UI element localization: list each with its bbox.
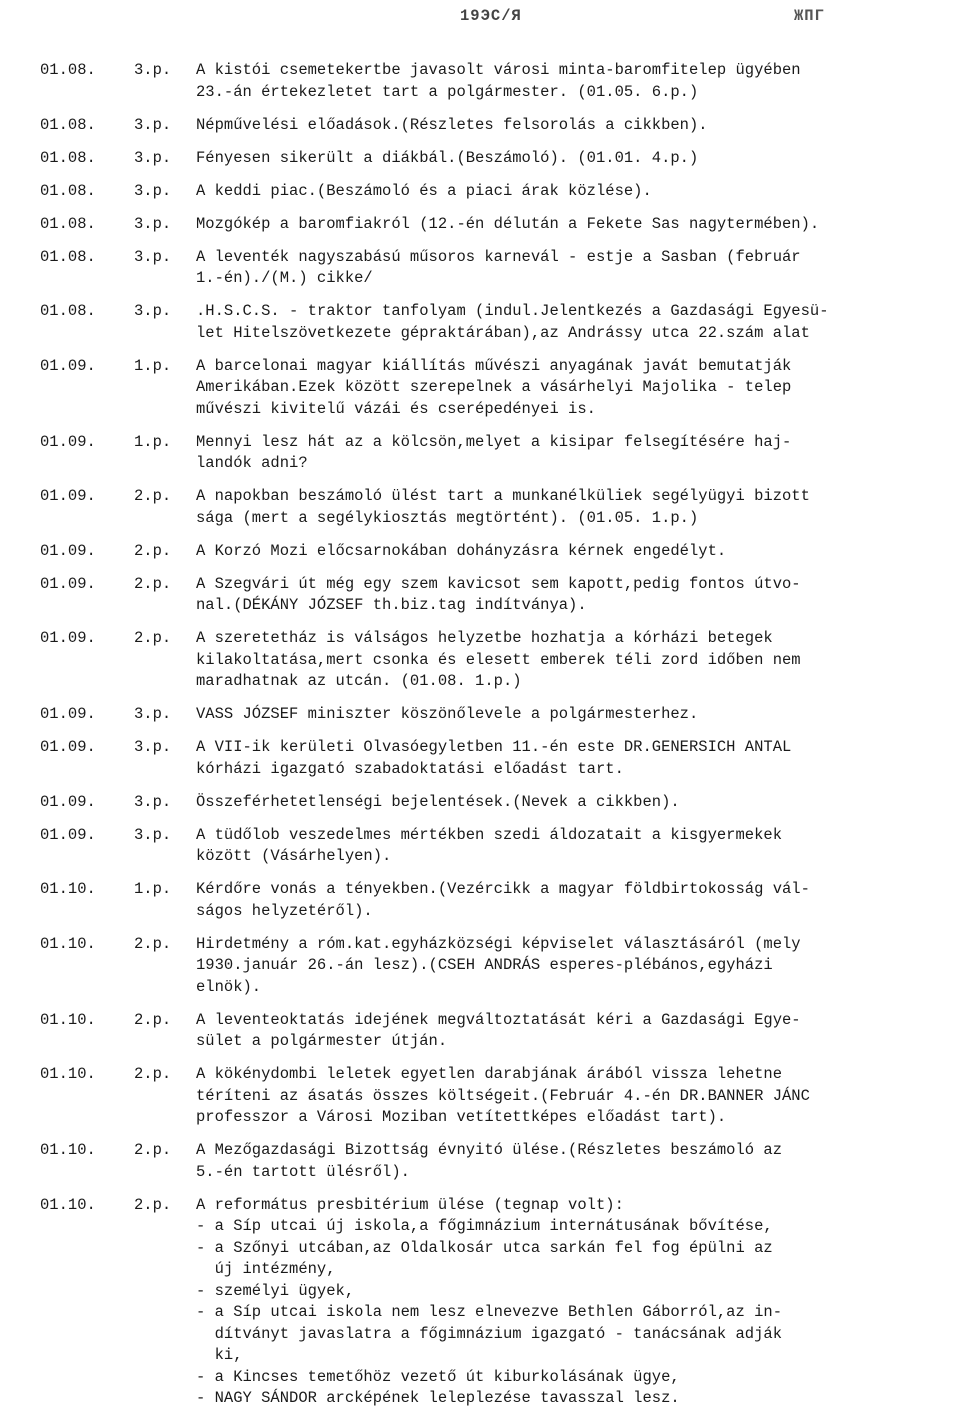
entry-row [0, 356, 960, 421]
entry-date: 01.09. [40, 792, 96, 811]
entry-page: 2.p. [134, 1065, 172, 1083]
entry-text-line: A barcelonai magyar kiállítás művészi anyagának javát bemutatják [196, 356, 792, 375]
entry-row [0, 574, 960, 617]
entry-text-line: - a Kincses temetőhöz vezető út kiburkolásának ügye, [196, 1367, 680, 1386]
entry-text [196, 214, 936, 236]
entry-page: 1.p. [134, 356, 172, 375]
entry-page: 3.p. [134, 792, 172, 811]
entry-text-line: A leventeoktatás idejének megváltoztatását kéri a Gazdasági Egye- [196, 1010, 801, 1029]
entry-text-line: A VII-ik kerületi Olvasóegyletben 11.-én este DR.GENERSICH ANTAL [196, 738, 792, 756]
entry-text-line: let Hitelszövetkezete gépraktárában),az Andrássy utca 22.szám alat [196, 323, 810, 342]
entry-text-line: 1930.január 26.-án lesz).(CSEH ANDRÁS esperes-plébános,egyházi [196, 956, 773, 974]
entry-page: 1.p. [134, 880, 172, 898]
header-stamp-left: 19ЭС/Я [460, 7, 522, 25]
entry-row [0, 737, 960, 780]
entry-text-line: sület a polgármester útján. [196, 1032, 448, 1050]
entry-row [0, 1064, 960, 1129]
entry-text-line: sága (mert a segélykiosztás megtörtént). (01.05. 1.p.) [196, 508, 699, 527]
entry-date: 01.08. [40, 247, 96, 266]
entry-text-line: Népművelési előadások.(Részletes felsorolás a cikkben). [196, 115, 708, 134]
entry-page: 2.p. [134, 1141, 172, 1159]
entry-text-line: 23.-án értekezletet tart a polgármester. (01.05. 6.p.) [196, 82, 699, 101]
entry-date: 01.09. [40, 541, 96, 560]
entry-date: 01.08. [40, 61, 96, 79]
entry-text [196, 704, 936, 726]
entry-row [0, 1195, 960, 1410]
entry-row [0, 247, 960, 290]
entry-date: 01.10. [40, 880, 96, 898]
entry-text-line: kilakoltatása,mert csonka és elesett emberek téli zord időben nem [196, 650, 801, 669]
entry-date: 01.09. [40, 432, 96, 451]
entry-text [196, 792, 936, 814]
entry-page: 2.p. [134, 574, 172, 593]
entry-text [196, 825, 936, 868]
entry-text-line: - a Síp utcai iskola nem lesz elnevezve Bethlen Gáborról,az in- [196, 1303, 782, 1321]
entry-row [0, 879, 960, 922]
entry-text-line: Fényesen sikerült a diákbál.(Beszámoló). (01.01. 4.p.) [196, 148, 699, 167]
entry-row [0, 60, 960, 103]
entry-text-line: művészi kivitelű vázái és cserépedényei is. [196, 399, 596, 418]
entry-date: 01.09. [40, 487, 96, 505]
entry-date: 01.08. [40, 302, 96, 320]
page-header [0, 6, 960, 26]
entry-text [196, 301, 936, 344]
entry-text-line: - NAGY SÁNDOR arcképének leleplezése tavasszal lesz. [196, 1389, 680, 1407]
entry-page: 3.p. [134, 738, 172, 756]
entry-text-line: A leventék nagyszabású műsoros karnevál - estje a Sasban (február [196, 247, 801, 266]
entry-text [196, 60, 936, 103]
entry-row [0, 148, 960, 170]
entry-date: 01.09. [40, 705, 96, 723]
entry-text-line: A kökénydombi leletek egyetlen darabjának árából vissza lehetne [196, 1065, 782, 1083]
entry-text-line: - a Síp utcai új iskola,a főgimnázium internátusának bővítése, [196, 1217, 773, 1235]
header-stamp-right: ЖПГ [794, 7, 825, 25]
entry-text [196, 934, 936, 999]
entry-list [0, 60, 960, 1421]
entry-date: 01.09. [40, 629, 96, 647]
entry-text-line: kórházi igazgató szabadoktatási előadást tart. [196, 759, 624, 778]
entry-date: 01.10. [40, 1141, 96, 1159]
entry-row [0, 486, 960, 529]
entry-text-line: Kérdőre vonás a tényekben.(Vezércikk a magyar földbirtokosság vál- [196, 880, 810, 898]
entry-text-line: dítványt javaslatra a főgimnázium igazgató - tanácsának adják [196, 1324, 782, 1343]
entry-row [0, 301, 960, 344]
entry-text [196, 1064, 936, 1129]
entry-text-line: A tüdőlob veszedelmes mértékben szedi áldozatait a kisgyermekek [196, 825, 782, 844]
entry-text-line: 1.-én)./(M.) cikke/ [196, 269, 373, 287]
entry-date: 01.09. [40, 825, 96, 844]
entry-text-line: - személyi ügyek, [196, 1281, 355, 1300]
entry-text-line: nal.(DÉKÁNY JÓZSEF th.biz.tag indítványa). [196, 596, 587, 614]
entry-text-line: A keddi piac.(Beszámoló és a piaci árak közlése). [196, 181, 652, 200]
entry-page: 3.p. [134, 181, 172, 200]
entry-date: 01.08. [40, 214, 96, 233]
entry-text-line: között (Vásárhelyen). [196, 847, 392, 865]
entry-text-line: .H.S.C.S. - traktor tanfolyam (indul.Jelentkezés a Gazdasági Egyesü- [196, 302, 829, 320]
entry-text-line: 5.-én tartott ülésről). [196, 1162, 410, 1181]
entry-page: 3.p. [134, 61, 172, 79]
entry-page: 3.p. [134, 115, 172, 134]
entry-text [196, 115, 936, 137]
entry-text-line: VASS JÓZSEF miniszter köszönőlevele a polgármesterhez. [196, 705, 699, 723]
entry-page: 2.p. [134, 1010, 172, 1029]
entry-page: 3.p. [134, 825, 172, 844]
entry-text-line: Amerikában.Ezek között szerepelnek a vásárhelyi Majolika - telep [196, 378, 792, 396]
entry-text [196, 486, 936, 529]
entry-text [196, 247, 936, 290]
entry-page: 3.p. [134, 214, 172, 233]
entry-row [0, 704, 960, 726]
entry-page: 3.p. [134, 705, 172, 723]
entry-text-line: A kistói csemetekertbe javasolt városi minta-baromfitelep ügyében [196, 61, 801, 79]
entry-page: 2.p. [134, 934, 172, 953]
entry-text [196, 1140, 936, 1183]
entry-page: 3.p. [134, 302, 172, 320]
entry-page: 2.p. [134, 487, 172, 505]
entry-text-line: Hirdetmény a róm.kat.egyházközségi képviselet választásáról (mely [196, 934, 801, 953]
entry-date: 01.10. [40, 1010, 96, 1029]
entry-row [0, 1010, 960, 1053]
entry-row [0, 432, 960, 475]
entry-page: 3.p. [134, 148, 172, 167]
entry-text [196, 737, 936, 780]
entry-text-line: A szeretetház is válságos helyzetbe hozhatja a kórházi betegek [196, 629, 773, 647]
entry-text [196, 148, 936, 170]
entry-date: 01.08. [40, 115, 96, 134]
entry-text [196, 1010, 936, 1053]
entry-row [0, 825, 960, 868]
entry-row [0, 115, 960, 137]
entry-text [196, 574, 936, 617]
entry-text-line: A Mezőgazdasági Bizottság évnyitó ülése.(Részletes beszámoló az [196, 1141, 782, 1159]
entry-text-line: téríteni az ásatás összes költségeit.(Február 4.-én DR.BANNER JÁNC [196, 1086, 810, 1105]
entry-text [196, 432, 936, 475]
entry-row [0, 1140, 960, 1183]
entry-text-line: A Korzó Mozi előcsarnokában dohányzásra kérnek engedélyt. [196, 541, 727, 560]
entry-date: 01.08. [40, 181, 96, 200]
entry-date: 01.08. [40, 148, 96, 167]
entry-date: 01.09. [40, 738, 96, 756]
entry-row [0, 214, 960, 236]
entry-page: 2.p. [134, 629, 172, 647]
entry-page: 1.p. [134, 432, 172, 451]
entry-text-line: maradhatnak az utcán. (01.08. 1.p.) [196, 672, 522, 690]
entry-text-line: elnök). [196, 977, 262, 996]
entry-text-line: professzor a Városi Moziban vetítettképes előadást tart). [196, 1108, 727, 1126]
entry-text-line: A református presbitérium ülése (tegnap volt): [196, 1195, 624, 1214]
entry-text-line: landók adni? [196, 454, 308, 472]
entry-text-line: - a Szőnyi utcában,az Oldalkosár utca sarkán fel fog épülni az [196, 1238, 773, 1257]
entry-text-line: Összeférhetetlenségi bejelentések.(Nevek a cikkben). [196, 792, 680, 811]
entry-date: 01.09. [40, 356, 96, 375]
entry-text [196, 628, 936, 693]
entry-page: 3.p. [134, 247, 172, 266]
entry-date: 01.09. [40, 574, 96, 593]
entry-date: 01.10. [40, 1065, 96, 1083]
entry-text-line: Mennyi lesz hát az a kölcsön,melyet a kisipar felsegítésére haj- [196, 432, 792, 451]
entry-text-line: A napokban beszámoló ülést tart a munkanélküliek segélyügyi bizott [196, 487, 810, 505]
entry-text-line: ságos helyzetéről). [196, 901, 373, 920]
entry-row [0, 934, 960, 999]
entry-date: 01.10. [40, 1195, 96, 1214]
entry-date: 01.10. [40, 934, 96, 953]
entry-text [196, 181, 936, 203]
entry-text [196, 541, 936, 563]
entry-text [196, 879, 936, 922]
entry-text [196, 356, 936, 421]
entry-page: 2.p. [134, 1195, 172, 1214]
entry-page: 2.p. [134, 541, 172, 560]
entry-text-line: A Szegvári út még egy szem kavicsot sem kapott,pedig fontos útvo- [196, 574, 801, 593]
entry-row [0, 792, 960, 814]
entry-row [0, 181, 960, 203]
entry-row [0, 628, 960, 693]
entry-text [196, 1195, 936, 1410]
entry-row [0, 541, 960, 563]
entry-text-line: új intézmény, [196, 1260, 336, 1278]
entry-text-line: ki, [196, 1346, 243, 1364]
entry-text-line: Mozgókép a baromfiakról (12.-én délután a Fekete Sas nagytermében). [196, 214, 820, 233]
